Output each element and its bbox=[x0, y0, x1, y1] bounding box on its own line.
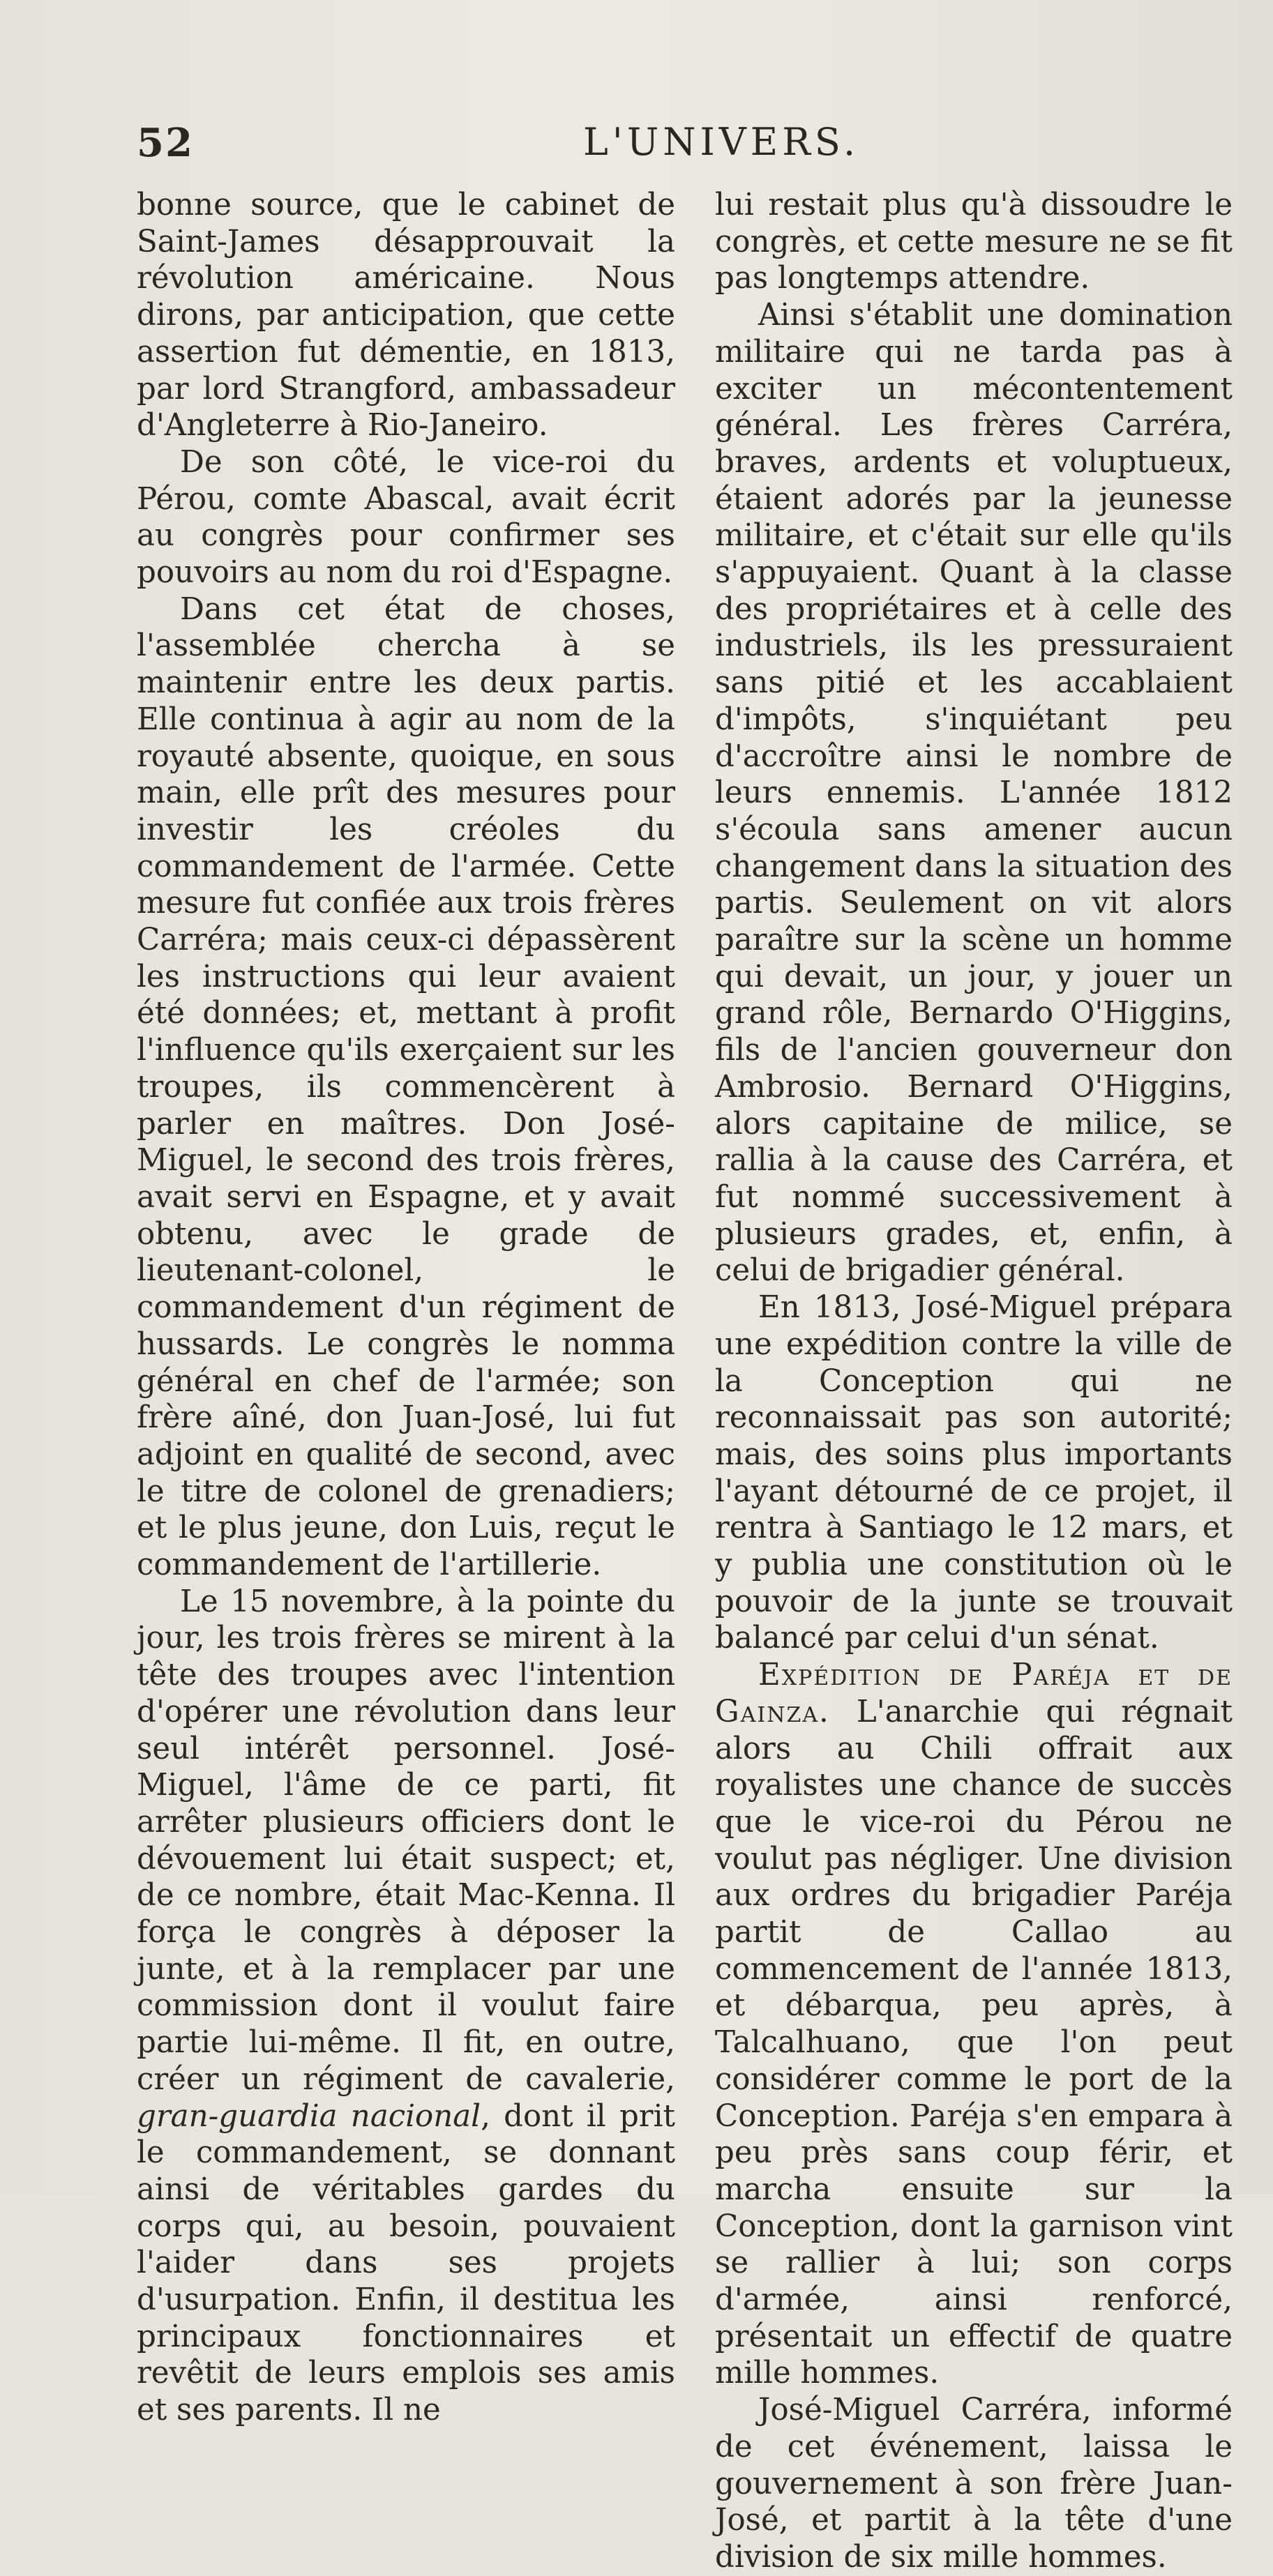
right-paragraph-4-text: L'anarchie qui régnait alors au Chili offrait aux royalistes une chance de succès que le vice-roi du Pérou ne voulut pas négliger. Une division aux ordres du brigadier Paréja partit de Callao au commencement de l'année 1813, et débarqua, peu après, à Talcalhuano, que l'on peut considérer comme le port de la Conception. Paréja s'en empara à peu près sans coup férir, et marcha ensuite sur la Conception, dont la garnison vint se rallier à lui; son corps d'armée, ainsi renforcé, présentait un effectif de quatre mille hommes. bbox=[715, 1694, 1233, 2391]
page-header bbox=[137, 120, 1228, 169]
right-column bbox=[715, 187, 1233, 2576]
left-paragraph-3: Dans cet état de choses, l'assemblée chercha à se maintenir entre les deux partis. Elle continua à agir au nom de la royauté absente, quoique, en sous main, elle prît des mesures pour investir les créoles du commandement de l'armée. Cette mesure fut confiée aux trois frères Carréra; mais ceux-ci dépassèrent les instructions qui leur avaient été données; et, mettant à profit l'influence qu'ils exerçaient sur les troupes, ils commencèrent à parler en maîtres. Don José-Miguel, le second des trois frères, avait servi en Espagne, et y avait obtenu, avec le grade de lieutenant-colonel, le commandement d'un régiment de hussards. Le congrès le nomma général en chef de l'armée; son frère aîné, don Juan-José, lui fut adjoint en qualité de second, avec le titre de colonel de grenadiers; et le plus jeune, don Luis, reçut le commandement de l'artillerie. bbox=[137, 591, 675, 1583]
page-number: 52 bbox=[137, 120, 194, 166]
left-paragraph-4 bbox=[137, 1584, 675, 2429]
regiment-name: gran-guardia nacional bbox=[137, 2098, 481, 2134]
running-title: L'UNIVERS. bbox=[583, 120, 860, 164]
right-paragraph-1: lui restait plus qu'à dissoudre le congrès, et cette mesure ne se fit pas longtemps attendre. bbox=[715, 188, 1233, 296]
section-heading: Expédition de Paréja et de Gainza. bbox=[715, 1658, 1233, 1729]
left-paragraph-4-text-b: , dont il prit le commandement, se donnant ainsi de véritables gardes du corps qui, au besoin, pouvaient l'aider dans ses projets d'usurpation. Enfin, il destitua les principaux fonctionnaires et revêtit de leurs emplois ses amis et ses parents. Il ne bbox=[137, 2098, 675, 2428]
left-paragraph-2: De son côté, le vice-roi du Pérou, comte Abascal, avait écrit au congrès pour confirmer ses pouvoirs au nom du roi d'Espagne. bbox=[137, 444, 675, 591]
left-paragraph-4-text-a: Le 15 novembre, à la pointe du jour, les trois frères se mirent à la tête des troupes avec l'intention d'opérer une révolution dans leur seul intérêt personnel. José-Miguel, l'âme de ce parti, fit arrêter plusieurs officiers dont le dévouement lui était suspect; et, de ce nombre, était Mac-Kenna. Il força le congrès à déposer la junte, et à la remplacer par une commission dont il voulut faire partie lui-même. Il fit, en outre, créer un régiment de cavalerie, bbox=[137, 1584, 675, 2097]
left-paragraph-1: bonne source, que le cabinet de Saint-James désapprouvait la révolution américaine. Nous dirons, par anticipation, que cette assertion fut démentie, en 1813, par lord Strangford, ambassadeur d'Angleterre à Rio-Janeiro. bbox=[137, 188, 675, 444]
right-paragraph-4 bbox=[715, 1657, 1233, 2392]
right-paragraph-2: Ainsi s'établit une domination militaire qui ne tarda pas à exciter un mécontentement général. Les frères Carréra, braves, ardents et voluptueux, étaient adorés par la jeunesse militaire, et c'était sur elle qu'ils s'appuyaient. Quant à la classe des propriétaires et à celle des industriels, ils les pressuraient sans pitié et les accablaient d'impôts, s'inquiétant peu d'accroître ainsi le nombre de leurs ennemis. L'année 1812 s'écoula sans amener aucun changement dans la situation des partis. Seulement on vit alors paraître sur la scène un homme qui devait, un jour, y jouer un grand rôle, Bernardo O'Higgins, fils de l'ancien gouverneur don Ambrosio. Bernard O'Higgins, alors capitaine de milice, se rallia à la cause des Carréra, et fut nommé successivement à plusieurs grades, et, enfin, à celui de brigadier général. bbox=[715, 298, 1233, 1289]
left-column bbox=[137, 187, 675, 2429]
right-paragraph-5: José-Miguel Carréra, informé de cet événement, laissa le gouvernement à son frère Juan-José, et partit à la tête d'une division de six mille hommes. bbox=[715, 2393, 1233, 2575]
right-paragraph-3: En 1813, José-Miguel prépara une expédition contre la ville de la Conception qui ne reconnaissait pas son autorité; mais, des soins plus importants l'ayant détourné de ce projet, il rentra à Santiago le 12 mars, et y publia une constitution où le pouvoir de la junte se trouvait balancé par celui d'un sénat. bbox=[715, 1290, 1233, 1656]
